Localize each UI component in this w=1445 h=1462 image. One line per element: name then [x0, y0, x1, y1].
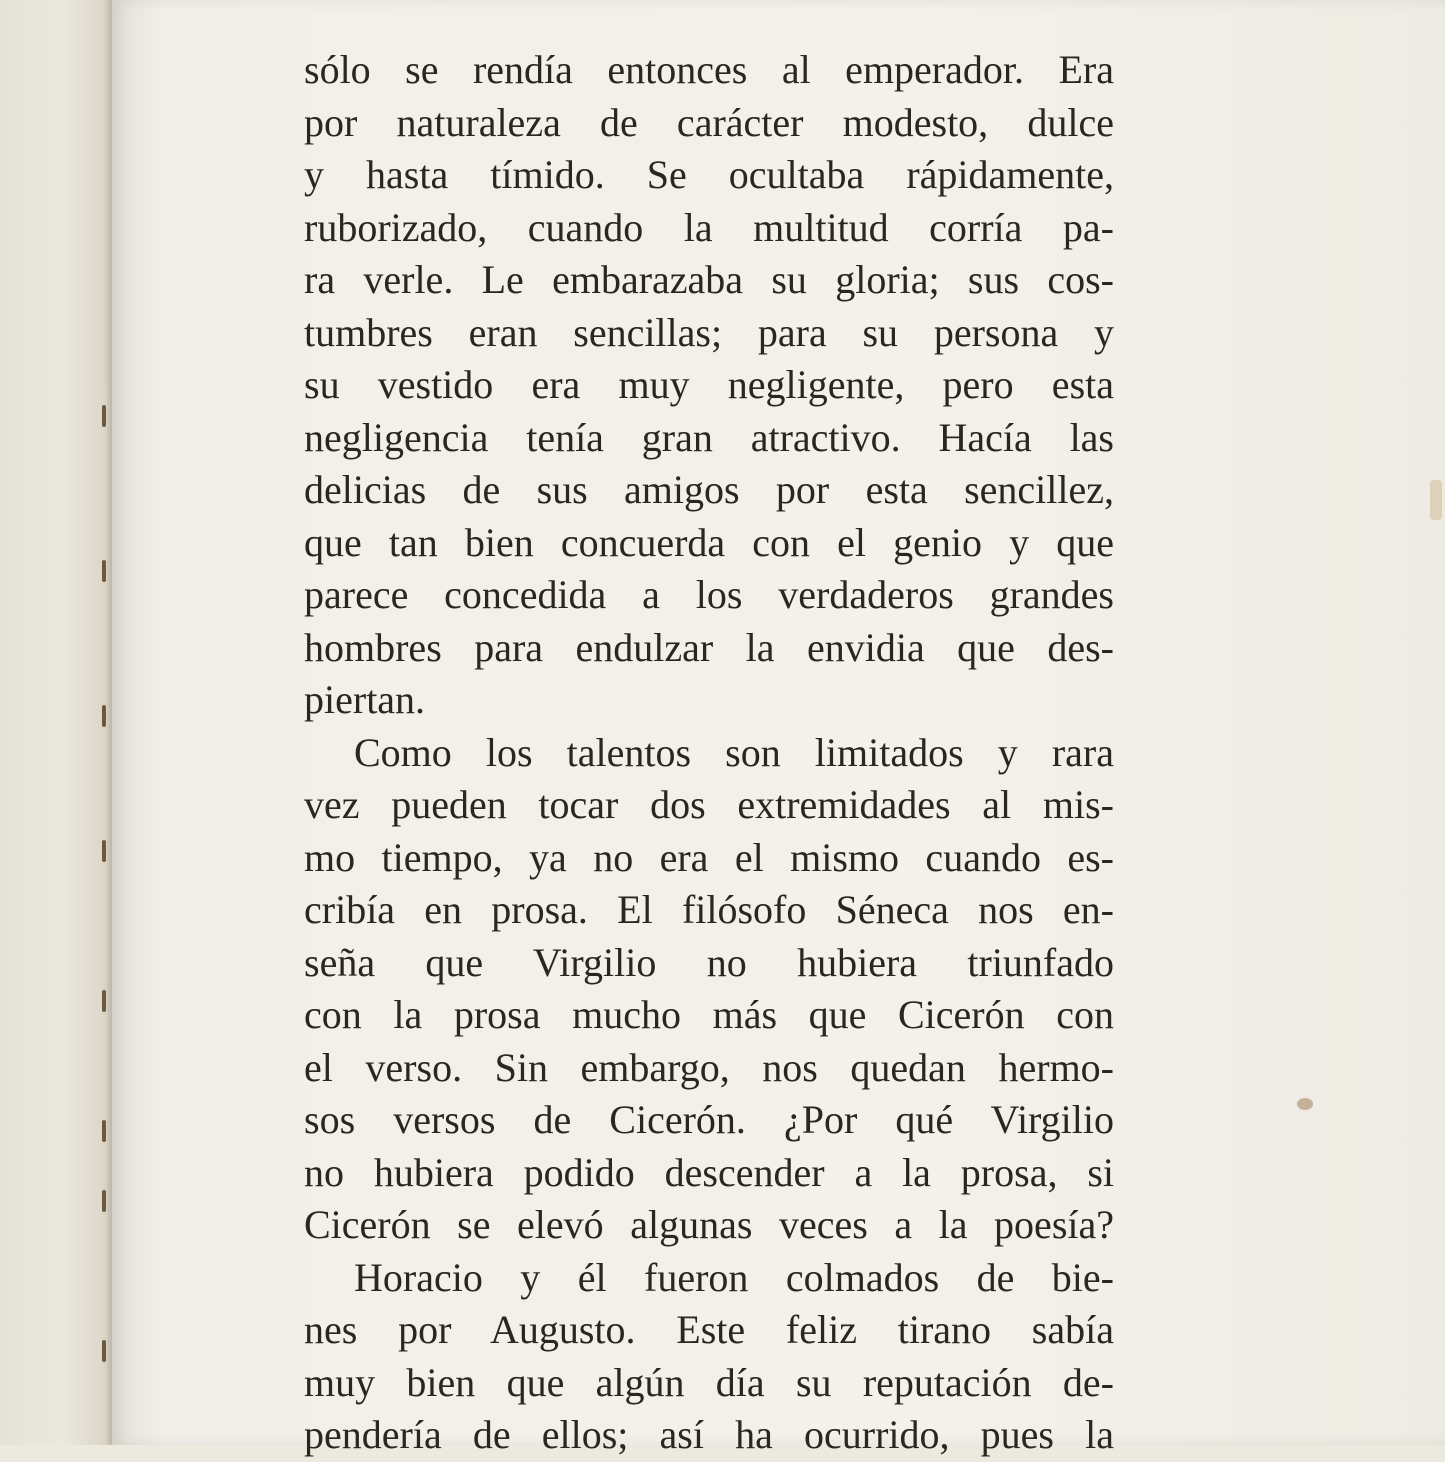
foxing-stain	[1430, 480, 1442, 520]
text-line: Como los talentos son limitados y rara	[354, 729, 1114, 775]
text-line: muy bien que algún día su reputación de-	[304, 1359, 1114, 1405]
text-line: delicias de sus amigos por esta sencillez,	[304, 467, 1114, 512]
text-line: el verso. Sin embargo, nos quedan hermo-	[304, 1044, 1114, 1090]
binding-stitch	[102, 705, 106, 727]
text-line: y hasta tímido. Se ocultaba rápidamente,	[304, 152, 1114, 197]
paragraph	[304, 727, 1114, 1252]
binding-stitch	[102, 405, 106, 427]
binding-stitch	[102, 990, 106, 1012]
text-line: con la prosa mucho más que Cicerón con	[304, 992, 1114, 1037]
paragraph	[304, 44, 1114, 727]
text-line: vez pueden tocar dos extremidades al mis-	[304, 782, 1114, 827]
text-line: ruborizado, cuando la multitud corría pa-	[304, 204, 1114, 250]
text-line: por naturaleza de carácter modesto, dulce	[304, 99, 1114, 145]
text-line: mo tiempo, ya no era el mismo cuando es-	[304, 834, 1114, 880]
text-line: sos versos de Cicerón. ¿Por qué Virgilio	[304, 1097, 1114, 1142]
text-line: sólo se rendía entonces al emperador. Era	[304, 47, 1114, 92]
binding-stitch	[102, 1190, 106, 1212]
paragraph	[304, 1252, 1114, 1462]
text-line: parece concedida a los verdaderos grandes	[304, 572, 1114, 617]
text-line: no hubiera podido descender a la prosa, si	[304, 1149, 1114, 1195]
text-line: Horacio y él fueron colmados de bie-	[354, 1254, 1114, 1300]
binding-stitch	[102, 560, 106, 582]
text-line: nes por Augusto. Este feliz tirano sabía	[304, 1307, 1114, 1352]
text-line: ra verle. Le embarazaba su gloria; sus cos-	[304, 257, 1114, 302]
binding-stitch	[102, 1340, 106, 1362]
text-line: tumbres eran sencillas; para su persona y	[304, 309, 1114, 355]
text-line: que tan bien concuerda con el genio y que	[304, 519, 1114, 565]
text-line: pendería de ellos; así ha ocurrido, pues la	[304, 1412, 1114, 1457]
text-line: cribía en prosa. El filósofo Séneca nos en-	[304, 887, 1114, 932]
binding-stitch	[102, 1120, 106, 1142]
text-line: Cicerón se elevó algunas veces a la poesía?	[304, 1202, 1114, 1247]
binding-gutter	[104, 380, 107, 1445]
text-line: negligencia tenía gran atractivo. Hacía las	[304, 414, 1114, 460]
text-line: seña que Virgilio no hubiera triunfado	[304, 939, 1114, 985]
foxing-spot	[1297, 1098, 1313, 1110]
left-page-edge	[0, 0, 112, 1445]
text-line: piertan.	[304, 677, 426, 722]
page-text	[304, 44, 1114, 1462]
binding-stitch	[102, 840, 106, 862]
text-line: hombres para endulzar la envidia que des-	[304, 624, 1114, 670]
text-line: su vestido era muy negligente, pero esta	[304, 362, 1114, 407]
